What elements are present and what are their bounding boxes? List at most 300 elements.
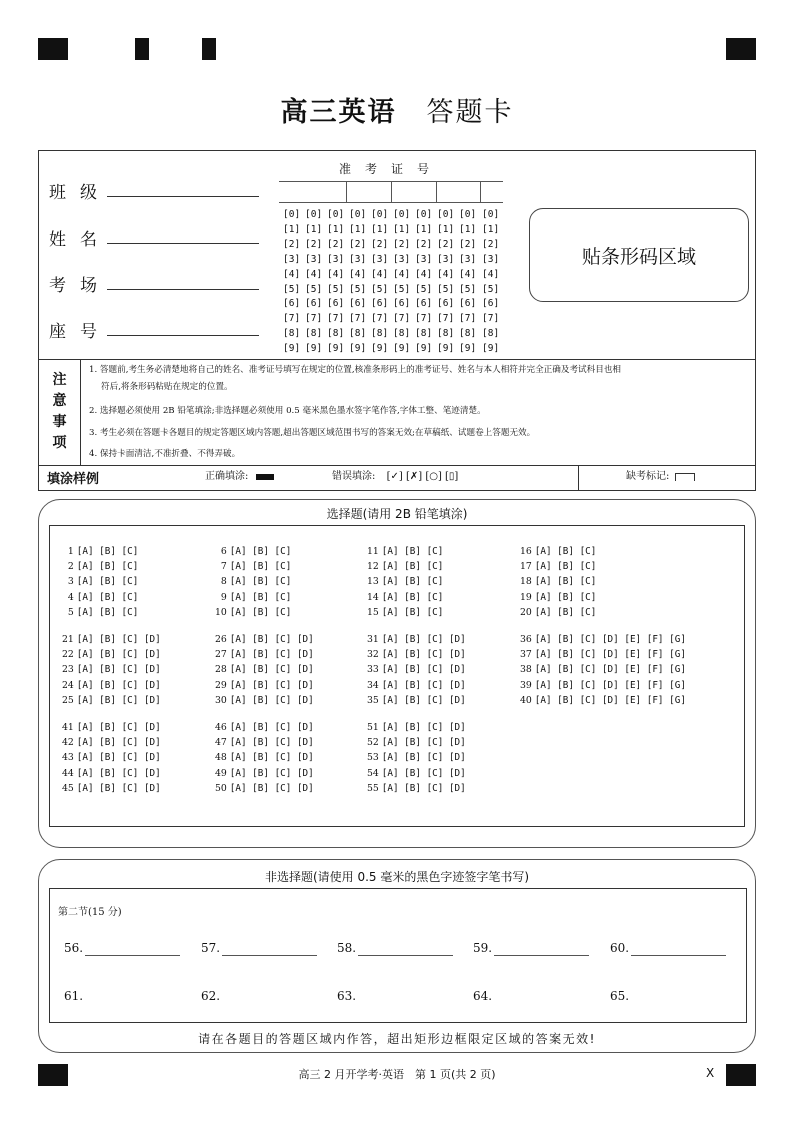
exam-id-digit-bubble[interactable]: [3] (371, 253, 389, 265)
exam-id-digit-bubble[interactable]: [7] (371, 313, 389, 325)
question-number: 9 (215, 591, 230, 603)
absent-mark-box[interactable] (675, 473, 695, 481)
answer-options[interactable]: [A] [B] [C] [D] (229, 679, 314, 691)
question-row[interactable] (215, 574, 291, 589)
question-number: 20 (520, 606, 535, 618)
question-row[interactable] (520, 590, 596, 605)
answer-options[interactable]: [A] [B] [C] (381, 561, 444, 573)
fill-blank[interactable] (610, 989, 629, 1003)
question-row[interactable] (367, 574, 443, 589)
exam-id-digit-bubble[interactable]: [6] (437, 298, 455, 310)
exam-id-digit-bubble[interactable]: [1] (459, 223, 477, 235)
question-row[interactable] (62, 735, 161, 750)
question-row[interactable] (62, 544, 138, 559)
exam-id-digit-column[interactable] (415, 208, 432, 357)
exam-id-digit-bubble[interactable]: [9] (371, 343, 389, 355)
question-row[interactable] (215, 632, 314, 647)
question-row[interactable] (215, 750, 314, 765)
warning-text: 请在各题目的答题区域内作答，超出矩形边框限定区域的答案无效! (198, 1032, 596, 1046)
exam-id-digit-bubble[interactable]: [3] (393, 253, 411, 265)
question-row[interactable] (62, 590, 138, 605)
question-number: 8 (215, 576, 230, 588)
exam-id-digit-bubble[interactable]: [2] (371, 238, 389, 250)
exam-id-digit-bubble[interactable]: [5] (283, 283, 301, 295)
exam-id-digit-bubble[interactable]: [5] (349, 283, 367, 295)
answer-options[interactable]: [A] [B] [C] (229, 606, 292, 618)
answer-options[interactable]: [A] [B] [C] [D] (381, 752, 466, 764)
question-row[interactable] (62, 750, 161, 765)
fill-example-label: 填涂样例 (47, 472, 100, 487)
answer-options[interactable]: [A] [B] [C] [D] (229, 752, 314, 764)
exam-id-digit-bubble[interactable]: [6] (371, 298, 389, 310)
answer-options[interactable]: [A] [B] [C] (76, 561, 139, 573)
question-row[interactable] (367, 662, 466, 677)
question-row[interactable] (367, 720, 466, 735)
wrong-fill-check-icon: [✓] (386, 471, 403, 482)
question-row[interactable] (215, 735, 314, 750)
question-number: 32 (367, 649, 382, 661)
exam-id-digit-bubble[interactable]: [1] (305, 223, 323, 235)
divider (39, 359, 755, 360)
question-row[interactable] (520, 647, 686, 662)
answer-options[interactable]: [A] [B] [C] (229, 546, 292, 557)
blank-line[interactable] (494, 941, 589, 956)
exam-id-digit-bubble[interactable]: [5] (482, 283, 500, 295)
seat-label: 座号 (49, 322, 111, 342)
question-row[interactable] (520, 544, 596, 559)
exam-id-digit-bubble[interactable]: [4] (327, 268, 345, 280)
answer-options[interactable]: [A] [B] [C] [D] (381, 782, 466, 794)
exam-id-digit-bubble[interactable]: [4] (283, 268, 301, 280)
exam-id-digit-bubble[interactable]: [4] (459, 268, 477, 280)
exam-id-digit-bubble[interactable]: [7] (482, 313, 500, 325)
exam-id-digit-bubble[interactable]: [6] (305, 298, 323, 310)
exam-id-title: 准考证号 (339, 162, 444, 176)
exam-id-digit-bubble[interactable]: [3] (327, 253, 345, 265)
exam-id-digit-bubble[interactable]: [9] (415, 343, 433, 355)
question-row[interactable] (62, 766, 161, 781)
exam-id-digit-column[interactable] (349, 208, 366, 357)
blank-line[interactable] (358, 941, 453, 956)
answer-options[interactable]: [A] [B] [C] (76, 546, 139, 557)
question-row[interactable] (62, 559, 138, 574)
question-row[interactable] (215, 720, 314, 735)
exam-id-digit-bubble[interactable]: [7] (349, 313, 367, 325)
question-group (520, 544, 596, 620)
exam-id-digit-bubble[interactable]: [9] (349, 343, 367, 355)
exam-id-digit-column[interactable] (327, 208, 344, 357)
nonchoice-section-title: 非选择题(请使用 0.5 毫米的黑色字迹签字笔书写) (264, 870, 530, 884)
answer-options[interactable]: [A] [B] [C] (381, 546, 444, 557)
question-number: 36 (520, 634, 535, 645)
name-field[interactable] (107, 243, 259, 244)
answer-options[interactable]: [A] [B] [C] [D] (76, 679, 161, 691)
answer-options[interactable]: [A] [B] [C] [D] (381, 649, 466, 661)
exam-id-digit-bubble[interactable]: [3] (415, 253, 433, 265)
exam-id-digit-column[interactable] (482, 208, 499, 357)
question-group (520, 632, 686, 708)
barcode-area (529, 208, 749, 302)
exam-id-digit-bubble[interactable]: [9] (459, 343, 477, 355)
answer-options[interactable]: [A] [B] [C] (534, 546, 597, 557)
exam-id-digit-bubble[interactable]: [8] (437, 328, 455, 340)
question-row[interactable] (367, 605, 443, 620)
exam-id-digit-column[interactable] (393, 208, 410, 357)
question-row[interactable] (215, 559, 291, 574)
exam-id-digit-bubble[interactable]: [8] (482, 328, 500, 340)
question-group (215, 632, 314, 708)
question-group (367, 720, 466, 796)
question-row[interactable] (215, 781, 314, 796)
exam-id-digit-bubble[interactable]: [2] (459, 238, 477, 250)
answer-options[interactable]: [A] [B] [C] [D] (76, 782, 161, 794)
question-number: 38 (520, 664, 535, 676)
question-row[interactable] (62, 605, 138, 620)
question-number: 25 (62, 694, 77, 706)
exam-id-digit-bubble[interactable]: [4] (415, 268, 433, 280)
exam-id-digit-bubble[interactable]: [4] (305, 268, 323, 280)
exam-id-digit-bubble[interactable]: [0] (393, 209, 411, 220)
exam-id-digit-bubble[interactable]: [8] (393, 328, 411, 340)
exam-id-digit-bubble[interactable]: [7] (283, 313, 301, 325)
exam-id-digit-bubble[interactable]: [5] (371, 283, 389, 295)
notice-item: 1. 答题前,考生务必清楚地将自己的姓名、准考证号填写在规定的位置,核准条形码上的准考证号、姓名与本人相符并完全正确及考试科目也相 (89, 365, 622, 375)
question-row[interactable] (62, 781, 161, 796)
exam-id-digit-bubble[interactable]: [7] (305, 313, 323, 325)
exam-id-digit-bubble[interactable]: [8] (371, 328, 389, 340)
question-group (367, 544, 443, 620)
answer-options[interactable]: [A] [B] [C] [D] (381, 679, 466, 691)
exam-id-digit-bubble[interactable]: [9] (305, 343, 323, 355)
answer-options[interactable]: [A] [B] [C] [D] (229, 634, 314, 645)
absent-mark-label: 缺考标记: (626, 467, 695, 482)
exam-id-digit-bubble[interactable]: [5] (437, 283, 455, 295)
blank-line[interactable] (222, 941, 317, 956)
question-row[interactable] (367, 693, 466, 708)
question-number: 52 (367, 737, 382, 749)
answer-options[interactable]: [A] [B] [C] [D] [E] [F] [G] (534, 649, 686, 661)
answer-options[interactable]: [A] [B] [C] (76, 591, 139, 603)
exam-id-digit-bubble[interactable]: [6] (459, 298, 477, 310)
question-row[interactable] (520, 693, 686, 708)
exam-id-digit-bubble[interactable]: [0] (305, 209, 323, 220)
exam-id-digit-bubble[interactable]: [6] (349, 298, 367, 310)
answer-options[interactable]: [A] [B] [C] [D] (229, 649, 314, 661)
exam-id-digit-bubble[interactable]: [0] (283, 209, 301, 220)
question-row[interactable] (215, 693, 314, 708)
question-row[interactable] (215, 605, 291, 620)
exam-id-digit-bubble[interactable]: [8] (327, 328, 345, 340)
question-row[interactable] (62, 693, 161, 708)
exam-id-digit-column[interactable] (371, 208, 388, 357)
question-row[interactable] (62, 574, 138, 589)
exam-id-digit-bubble[interactable]: [7] (459, 313, 477, 325)
question-row[interactable] (367, 750, 466, 765)
exam-id-digit-bubble[interactable]: [2] (327, 238, 345, 250)
question-number: 4 (62, 591, 77, 603)
question-number: 13 (367, 576, 382, 588)
exam-id-digit-bubble[interactable]: [8] (415, 328, 433, 340)
exam-id-digit-bubble[interactable]: [6] (482, 298, 500, 310)
exam-id-digit-bubble[interactable]: [3] (437, 253, 455, 265)
answer-options[interactable]: [A] [B] [C] [D] (76, 634, 161, 645)
exam-id-digit-bubble[interactable]: [4] (371, 268, 389, 280)
question-number: 39 (520, 679, 535, 691)
footer-text: 高三 2 月开学考·英语 第 1 页(共 2 页) (298, 1068, 496, 1081)
fill-blank[interactable] (473, 989, 492, 1003)
exam-id-digit-bubble[interactable]: [7] (327, 313, 345, 325)
fill-blank[interactable] (610, 941, 726, 956)
question-number: 53 (367, 752, 382, 764)
exam-id-digit-bubble[interactable]: [0] (459, 209, 477, 220)
question-number: 11 (367, 546, 382, 557)
answer-options[interactable]: [A] [B] [C] (229, 576, 292, 588)
exam-id-digit-bubble[interactable]: [9] (283, 343, 301, 355)
exam-id-digit-bubble[interactable]: [4] (349, 268, 367, 280)
choice-section (38, 499, 756, 848)
question-row[interactable] (62, 647, 161, 662)
exam-id-digit-bubble[interactable]: [8] (459, 328, 477, 340)
answer-options[interactable]: [A] [B] [C] [D] (76, 722, 161, 733)
fill-blank[interactable] (201, 941, 317, 956)
position-mark (135, 38, 149, 60)
exam-id-input-grid[interactable] (279, 181, 503, 203)
answer-options[interactable]: [A] [B] [C] [D] (229, 767, 314, 779)
notice-char: 意 (52, 393, 67, 409)
exam-id-digit-bubble[interactable]: [4] (437, 268, 455, 280)
question-group (215, 544, 291, 620)
question-row[interactable] (215, 766, 314, 781)
answer-options[interactable]: [A] [B] [C] (76, 606, 139, 618)
answer-options[interactable]: [A] [B] [C] (229, 591, 292, 603)
question-row[interactable] (520, 632, 686, 647)
question-number: 55 (367, 782, 382, 794)
exam-id-digit-bubble[interactable]: [8] (283, 328, 301, 340)
answer-options[interactable]: [A] [B] [C] [D] [E] [F] [G] (534, 664, 686, 676)
exam-id-digit-bubble[interactable]: [0] (349, 209, 367, 220)
exam-id-digit-bubble[interactable]: [1] (437, 223, 455, 235)
exam-id-digit-bubble[interactable]: [6] (327, 298, 345, 310)
answer-options[interactable]: [A] [B] [C] [D] (381, 634, 466, 645)
question-number: 51 (367, 722, 382, 733)
exam-id-digit-bubble[interactable]: [0] (415, 209, 433, 220)
exam-id-digit-bubble[interactable]: [0] (371, 209, 389, 220)
question-row[interactable] (215, 647, 314, 662)
exam-id-digit-bubble[interactable]: [6] (283, 298, 301, 310)
exam-id-digit-bubble[interactable]: [1] (283, 223, 301, 235)
question-number: 41 (62, 722, 77, 733)
question-row[interactable] (367, 781, 466, 796)
exam-id-digit-bubble[interactable]: [3] (482, 253, 500, 265)
question-row[interactable] (520, 559, 596, 574)
answer-options[interactable]: [A] [B] [C] [D] (76, 664, 161, 676)
answer-options[interactable]: [A] [B] [C] [D] (76, 737, 161, 749)
exam-id-digit-column[interactable] (437, 208, 454, 357)
blank-number: 59. (473, 941, 493, 955)
exam-id-digit-bubble[interactable]: [3] (349, 253, 367, 265)
question-number: 24 (62, 679, 77, 691)
exam-id-digit-bubble[interactable]: [5] (415, 283, 433, 295)
question-number: 31 (367, 634, 382, 645)
answer-options[interactable]: [A] [B] [C] [D] (229, 722, 314, 733)
exam-id-digit-bubble[interactable]: [8] (349, 328, 367, 340)
question-row[interactable] (215, 544, 291, 559)
question-row[interactable] (367, 632, 466, 647)
blank-number: 60. (610, 941, 630, 955)
question-group (62, 632, 161, 708)
exam-id-digit-bubble[interactable]: [6] (393, 298, 411, 310)
exam-id-digit-bubble[interactable]: [9] (437, 343, 455, 355)
exam-id-digit-bubble[interactable]: [1] (393, 223, 411, 235)
exam-id-digit-bubble[interactable]: [3] (305, 253, 323, 265)
question-row[interactable] (520, 678, 686, 693)
exam-id-digit-bubble[interactable]: [4] (482, 268, 500, 280)
fill-blank[interactable] (473, 941, 589, 956)
question-number: 47 (215, 737, 230, 749)
question-row[interactable] (520, 662, 686, 677)
fill-blank[interactable] (337, 941, 453, 956)
question-row[interactable] (520, 574, 596, 589)
exam-id-digit-bubble[interactable]: [9] (482, 343, 500, 355)
exam-id-digit-bubble[interactable]: [0] (437, 209, 455, 220)
exam-id-digit-column[interactable] (283, 208, 300, 357)
exam-id-digit-column[interactable] (305, 208, 322, 357)
exam-room-field[interactable] (107, 289, 259, 290)
fill-blank[interactable] (201, 989, 220, 1003)
choice-answer-area (49, 525, 745, 827)
blank-line[interactable] (85, 941, 180, 956)
exam-id-digit-bubble[interactable]: [2] (415, 238, 433, 250)
answer-options[interactable]: [A] [B] [C] [D] (76, 694, 161, 706)
exam-id-digit-column[interactable] (459, 208, 476, 357)
exam-id-digit-bubble[interactable]: [8] (305, 328, 323, 340)
answer-options[interactable]: [A] [B] [C] (534, 561, 597, 573)
exam-id-digit-bubble[interactable]: [9] (327, 343, 345, 355)
exam-id-digit-bubble[interactable]: [2] (283, 238, 301, 250)
question-number: 40 (520, 694, 535, 706)
answer-options[interactable]: [A] [B] [C] [D] [E] [F] [G] (534, 679, 686, 691)
exam-id-digit-bubble[interactable]: [1] (371, 223, 389, 235)
answer-options[interactable]: [A] [B] [C] (534, 591, 597, 603)
exam-id-digit-bubble[interactable]: [5] (393, 283, 411, 295)
question-row[interactable] (367, 766, 466, 781)
question-row[interactable] (62, 662, 161, 677)
answer-options[interactable]: [A] [B] [C] [D] (76, 649, 161, 661)
exam-id-digit-bubble[interactable]: [6] (415, 298, 433, 310)
question-row[interactable] (215, 590, 291, 605)
question-row[interactable] (215, 678, 314, 693)
fill-blank[interactable] (337, 989, 356, 1003)
exam-id-digit-bubble[interactable]: [9] (393, 343, 411, 355)
answer-options[interactable]: [A] [B] [C] [D] (381, 664, 466, 676)
exam-id-digit-bubble[interactable]: [7] (393, 313, 411, 325)
answer-options[interactable]: [A] [B] [C] [D] (381, 767, 466, 779)
blank-line[interactable] (631, 941, 726, 956)
answer-options[interactable]: [A] [B] [C] [D] (229, 737, 314, 749)
answer-options[interactable]: [A] [B] [C] (534, 606, 597, 618)
question-row[interactable] (367, 559, 443, 574)
question-row[interactable] (367, 590, 443, 605)
exam-id-digit-bubble[interactable]: [3] (283, 253, 301, 265)
answer-options[interactable]: [A] [B] [C] [D] (229, 694, 314, 706)
answer-options[interactable]: [A] [B] [C] [D] (229, 782, 314, 794)
answer-options[interactable]: [A] [B] [C] [D] (76, 767, 161, 779)
answer-options[interactable]: [A] [B] [C] [D] (381, 694, 466, 706)
answer-options[interactable]: [A] [B] [C] (534, 576, 597, 588)
answer-options[interactable]: [A] [B] [C] [D] (76, 752, 161, 764)
exam-id-digit-bubble[interactable]: [1] (349, 223, 367, 235)
answer-options[interactable]: [A] [B] [C] [D] (229, 664, 314, 676)
question-row[interactable] (62, 720, 161, 735)
exam-id-digit-bubble[interactable]: [2] (437, 238, 455, 250)
exam-id-digit-bubble[interactable]: [3] (459, 253, 477, 265)
blank-number: 64. (473, 989, 493, 1003)
exam-id-digit-bubble[interactable]: [5] (305, 283, 323, 295)
question-number: 29 (215, 679, 230, 691)
exam-id-digit-bubble[interactable]: [5] (327, 283, 345, 295)
exam-id-digit-bubble[interactable]: [7] (415, 313, 433, 325)
exam-id-digit-bubble[interactable]: [4] (393, 268, 411, 280)
notice-char: 事 (52, 414, 67, 430)
question-number: 35 (367, 694, 382, 706)
answer-options[interactable]: [A] [B] [C] (76, 576, 139, 588)
question-row[interactable] (62, 632, 161, 647)
name-label: 姓名 (49, 230, 111, 250)
answer-options[interactable]: [A] [B] [C] (381, 591, 444, 603)
answer-options[interactable]: [A] [B] [C] [D] (381, 737, 466, 749)
exam-id-digit-bubble[interactable]: [1] (415, 223, 433, 235)
question-row[interactable] (215, 662, 314, 677)
answer-options[interactable]: [A] [B] [C] (229, 561, 292, 573)
position-mark (202, 38, 216, 60)
exam-id-digit-bubble[interactable]: [2] (482, 238, 500, 250)
question-row[interactable] (520, 605, 596, 620)
exam-id-digit-bubble[interactable]: [2] (393, 238, 411, 250)
answer-options[interactable]: [A] [B] [C] [D] [E] [F] [G] (534, 634, 686, 645)
notice-char: 项 (52, 435, 67, 451)
answer-options[interactable]: [A] [B] [C] (381, 576, 444, 588)
exam-id-digit-bubble[interactable]: [7] (437, 313, 455, 325)
question-row[interactable] (367, 735, 466, 750)
question-row[interactable] (367, 544, 443, 559)
question-row[interactable] (62, 678, 161, 693)
answer-options[interactable]: [A] [B] [C] [D] [E] [F] [G] (534, 694, 686, 706)
question-number: 1 (62, 546, 77, 557)
question-number: 6 (215, 546, 230, 557)
question-number: 27 (215, 649, 230, 661)
exam-id-digit-bubble[interactable]: [1] (482, 223, 500, 235)
fill-blank[interactable] (64, 941, 180, 956)
exam-id-digit-bubble[interactable]: [0] (327, 209, 345, 220)
class-field[interactable] (107, 196, 259, 197)
answer-options[interactable]: [A] [B] [C] [D] (381, 722, 466, 733)
title-main: 高三英语 (280, 97, 397, 128)
exam-id-digit-bubble[interactable]: [2] (349, 238, 367, 250)
notice-item: 2. 选择题必须使用 2B 铅笔填涂;非选择题必须使用 0.5 毫米黑色墨水签字笔作答,字体工整、笔迹清楚。 (89, 406, 486, 416)
question-row[interactable] (367, 678, 466, 693)
seat-field[interactable] (107, 335, 259, 336)
exam-id-digit-bubble[interactable]: [2] (305, 238, 323, 250)
exam-id-digit-bubble[interactable]: [5] (459, 283, 477, 295)
exam-id-digit-bubble[interactable]: [0] (482, 209, 500, 220)
divider (578, 465, 579, 491)
question-row[interactable] (367, 647, 466, 662)
fill-blank[interactable] (64, 989, 83, 1003)
question-number: 28 (215, 664, 230, 676)
answer-options[interactable]: [A] [B] [C] (381, 606, 444, 618)
question-number: 7 (215, 561, 230, 573)
exam-id-digit-bubble[interactable]: [1] (327, 223, 345, 235)
